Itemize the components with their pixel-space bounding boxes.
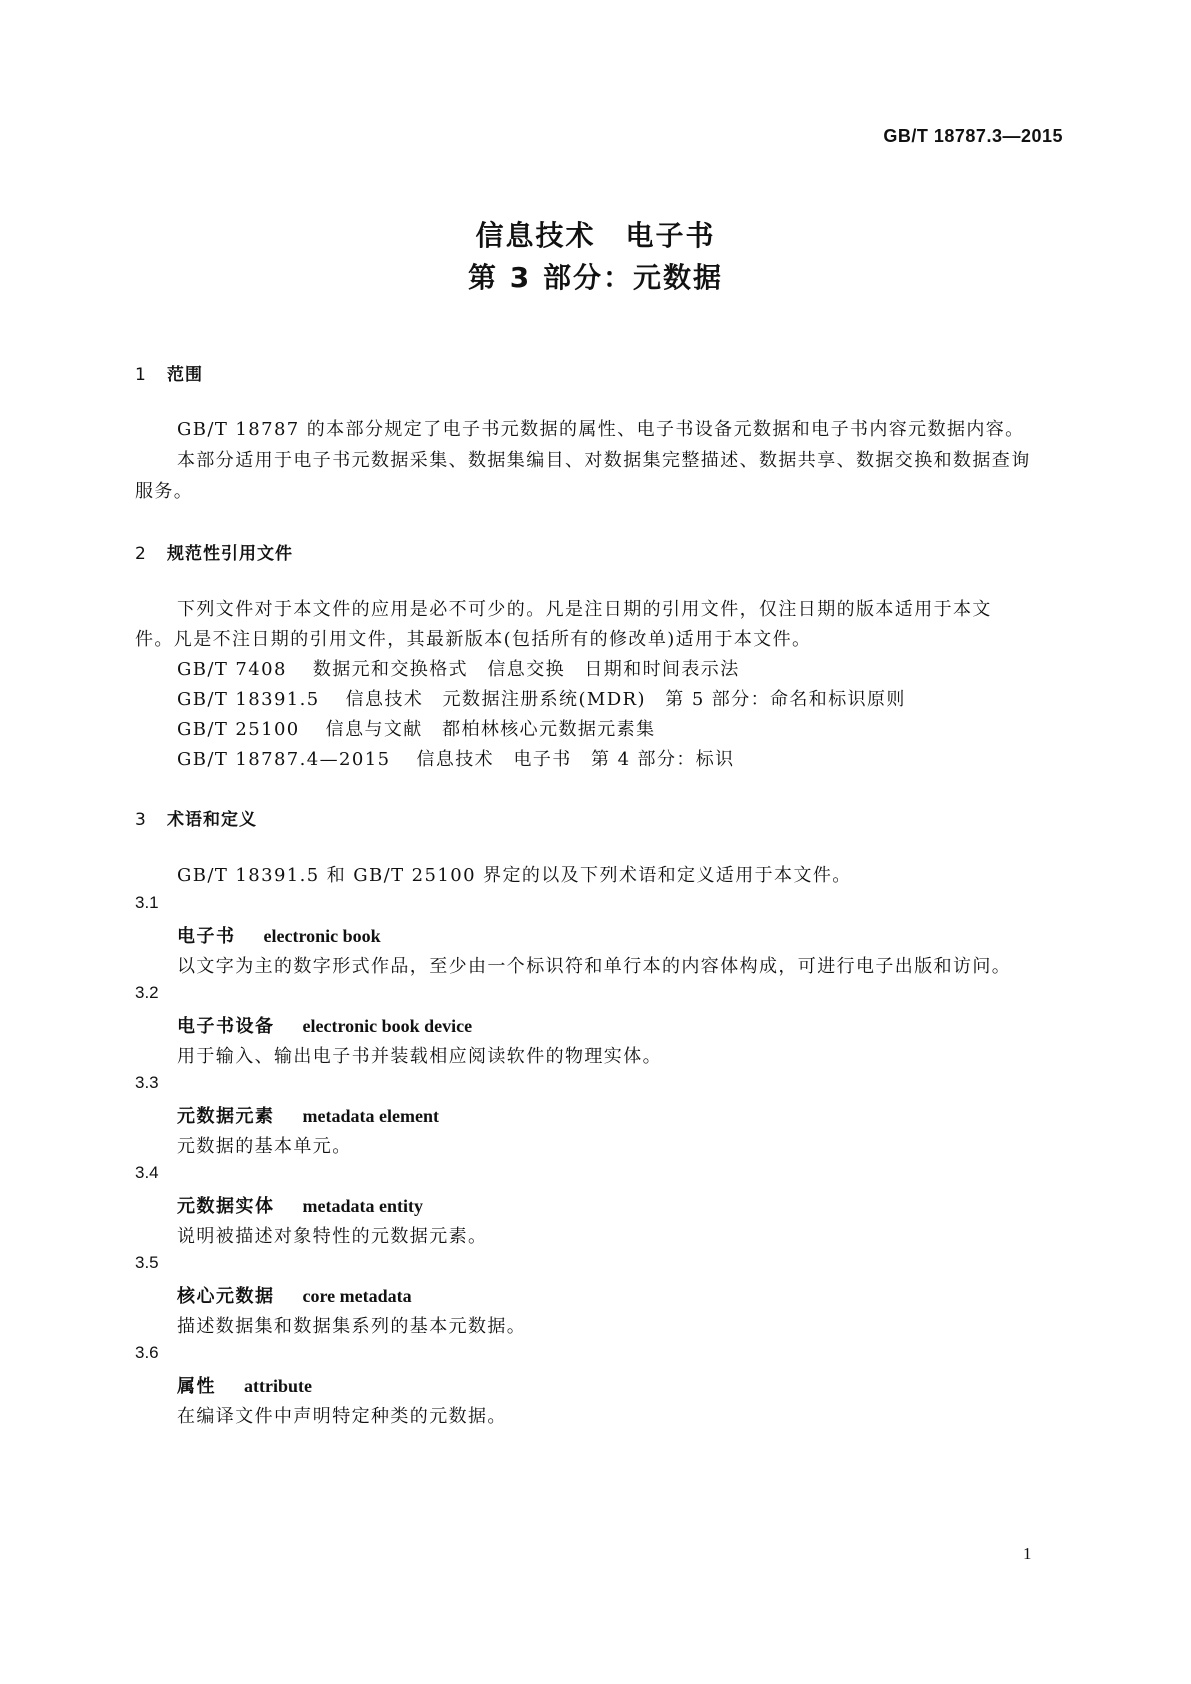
reference-item bbox=[177, 745, 735, 771]
term-definition: 说明被描述对象特性的元数据元素。 bbox=[177, 1226, 488, 1247]
standard-code: GB/T 18787.3—2015 bbox=[883, 126, 1063, 146]
document-title-line1: 信息技术 电子书 bbox=[475, 219, 716, 252]
term-heading bbox=[177, 1192, 423, 1218]
term-chinese: 核心元数据 bbox=[177, 1286, 275, 1307]
reference-title: 信息与文献 都柏林核心元数据元素集 bbox=[325, 719, 656, 740]
section-1-heading bbox=[135, 360, 203, 385]
term-definition: 以文字为主的数字形式作品，至少由一个标识符和单行本的内容体构成，可进行电子出版和访问。 bbox=[177, 956, 1012, 977]
reference-code: GB/T 25100 bbox=[177, 719, 300, 740]
term-heading bbox=[177, 1012, 472, 1038]
term-heading bbox=[177, 1372, 312, 1398]
section-title: 术语和定义 bbox=[167, 810, 257, 830]
term-chinese: 电子书设备 bbox=[177, 1016, 275, 1037]
section-2-heading bbox=[135, 539, 293, 564]
term-number: 3.4 bbox=[135, 1163, 159, 1182]
scope-paragraph-2-line-2: 服务。 bbox=[135, 481, 194, 502]
term-heading bbox=[177, 922, 381, 948]
term-chinese: 元数据实体 bbox=[177, 1196, 275, 1217]
section-title: 规范性引用文件 bbox=[167, 544, 293, 564]
page-number: 1 bbox=[1023, 1544, 1032, 1563]
term-heading bbox=[177, 1282, 412, 1308]
section-number: 1 bbox=[135, 365, 147, 385]
term-definition: 元数据的基本单元。 bbox=[177, 1136, 352, 1157]
term-chinese: 电子书 bbox=[177, 926, 236, 947]
term-english: attribute bbox=[244, 1376, 312, 1396]
term-english: electronic book device bbox=[302, 1016, 473, 1036]
term-number: 3.3 bbox=[135, 1073, 159, 1092]
term-english: metadata entity bbox=[302, 1196, 423, 1216]
reference-title: 信息技术 电子书 第 4 部分：标识 bbox=[416, 749, 735, 770]
term-number: 3.2 bbox=[135, 983, 159, 1002]
term-number: 3.6 bbox=[135, 1343, 159, 1362]
reference-item bbox=[177, 685, 906, 711]
section-3-heading bbox=[135, 805, 257, 830]
section-number: 3 bbox=[135, 810, 147, 830]
term-chinese: 元数据元素 bbox=[177, 1106, 275, 1127]
term-definition: 在编译文件中声明特定种类的元数据。 bbox=[177, 1406, 507, 1427]
scope-paragraph-2-line-1: 本部分适用于电子书元数据采集、数据集编目、对数据集完整描述、数据共享、数据交换和数据查询 bbox=[177, 450, 1031, 471]
reference-code: GB/T 18787.4—2015 bbox=[177, 749, 391, 770]
term-chinese: 属性 bbox=[177, 1376, 216, 1397]
section-number: 2 bbox=[135, 544, 147, 564]
term-definition: 用于输入、输出电子书并装载相应阅读软件的物理实体。 bbox=[177, 1046, 662, 1067]
term-definition: 描述数据集和数据集系列的基本元数据。 bbox=[177, 1316, 527, 1337]
document-title-line2: 第 3 部分：元数据 bbox=[468, 261, 723, 294]
reference-title: 数据元和交换格式 信息交换 日期和时间表示法 bbox=[312, 659, 740, 680]
term-number: 3.5 bbox=[135, 1253, 159, 1272]
terms-intro: GB/T 18391.5 和 GB/T 25100 界定的以及下列术语和定义适用于本文件。 bbox=[177, 865, 852, 886]
term-english: core metadata bbox=[302, 1286, 412, 1306]
references-intro-line-2: 件。凡是不注日期的引用文件，其最新版本(包括所有的修改单)适用于本文件。 bbox=[135, 629, 812, 650]
reference-title: 信息技术 元数据注册系统(MDR) 第 5 部分：命名和标识原则 bbox=[345, 689, 906, 710]
term-number: 3.1 bbox=[135, 893, 159, 912]
reference-code: GB/T 7408 bbox=[177, 659, 287, 680]
term-english: electronic book bbox=[263, 926, 381, 946]
reference-code: GB/T 18391.5 bbox=[177, 689, 320, 710]
reference-item bbox=[177, 715, 655, 741]
references-intro-line-1: 下列文件对于本文件的应用是必不可少的。凡是注日期的引用文件，仅注日期的版本适用于本文 bbox=[177, 599, 992, 620]
scope-paragraph-1: GB/T 18787 的本部分规定了电子书元数据的属性、电子书设备元数据和电子书内容元数据内容。 bbox=[177, 419, 1025, 440]
term-heading bbox=[177, 1102, 439, 1128]
section-title: 范围 bbox=[167, 365, 203, 385]
term-english: metadata element bbox=[302, 1106, 439, 1126]
reference-item bbox=[177, 655, 740, 681]
